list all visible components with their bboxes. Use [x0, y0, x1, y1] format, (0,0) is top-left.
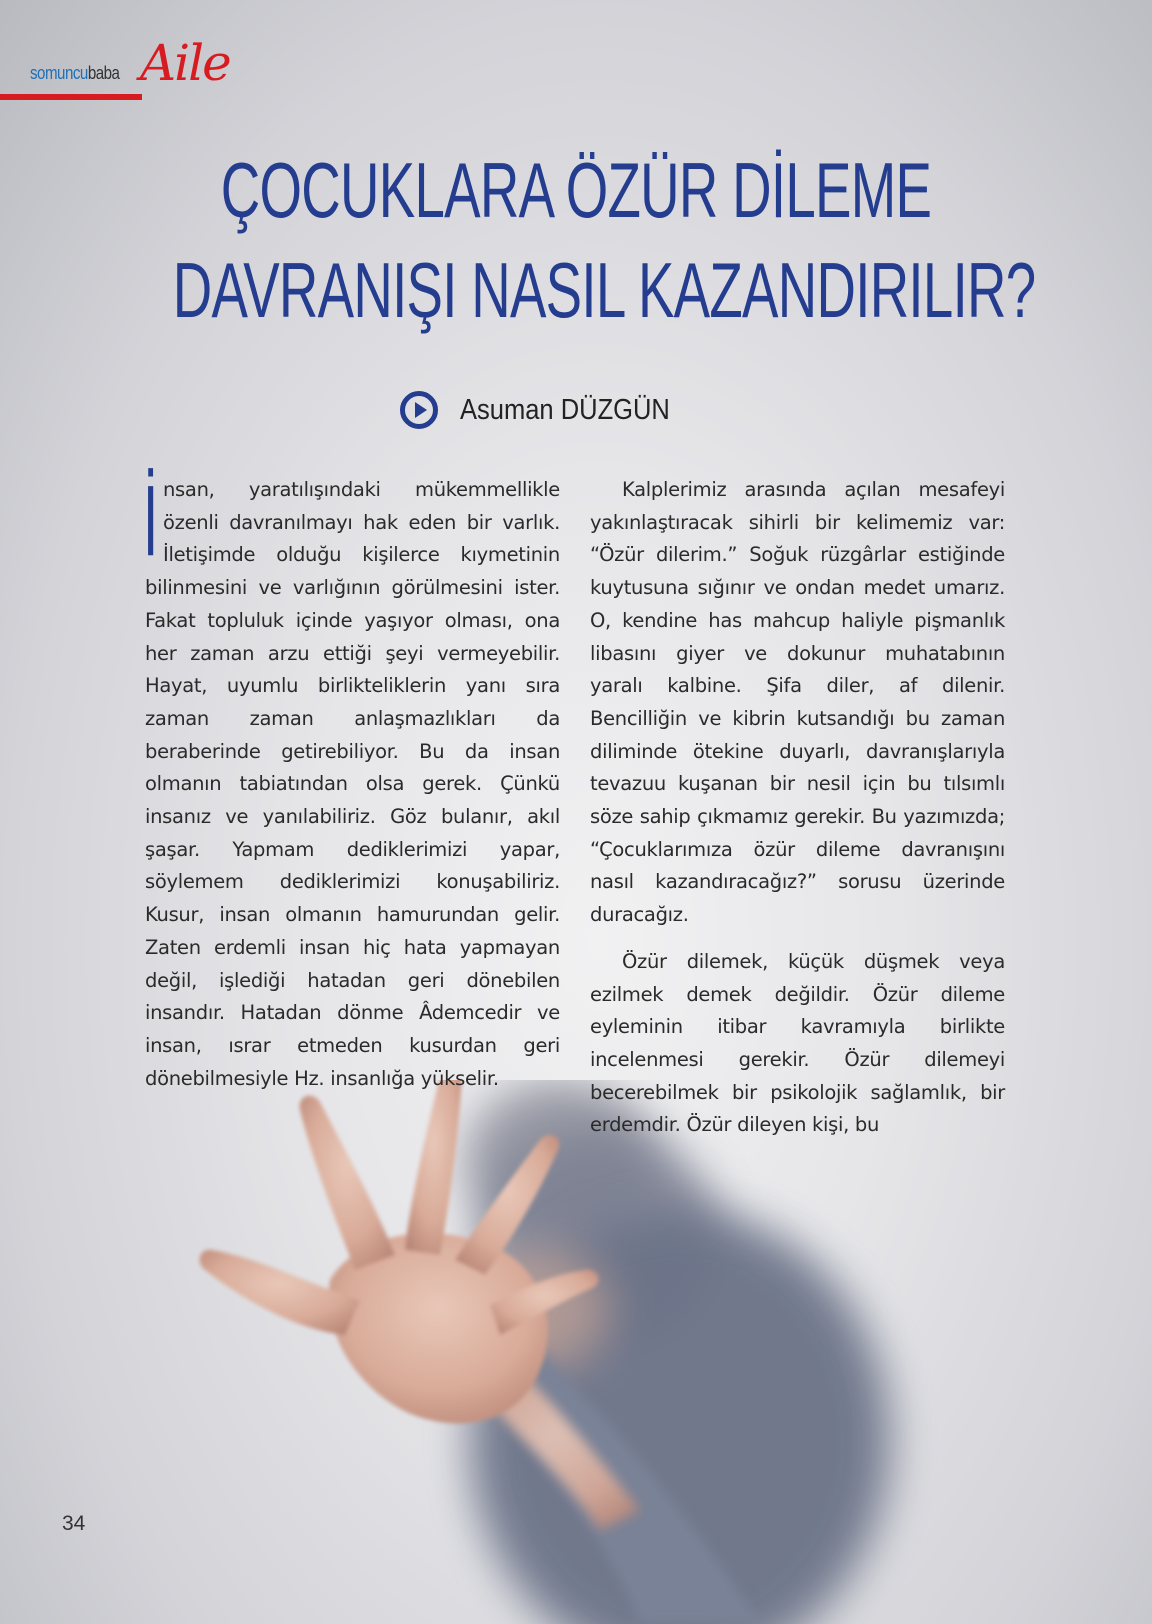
child-outstretched-hand-photo	[0, 1080, 1152, 1624]
header-red-bar	[0, 94, 142, 100]
paragraph	[143, 465, 560, 1095]
paragraph-text: nsan, yaratılışındaki mükemmellikle özenli davranılmayı hak eden bir varlık. İletişimde olduğu kişilerce kıymetinin bilinmesini ve varlığının görülmesini ister. Fakat topluluk içinde yaşıyor olması, ona her zaman arzu ettiği şeyi vermeyebilir. Hayat, uyumlu birlikteliklerin yanı sıra zaman zaman anlaşmazlıkları da beraberinde getirebiliyor. Bu da insan olmanın tabiatından olsa gerek. Çünkü insanız ve yanılabiliriz. Göz bulanır, akıl şaşar. Yapmam dediklerimizi yapar, söylemem dediklerimizi konuşabiliriz. Kusur, insan olmanın hamurundan gelir. Zaten erdemli insan hiç hata yapmayan değil, işlediği hatadan geri dönebilen insandır. Hatadan dönme Âdemcedir ve insan, ısrar etmeden kusurdan geri dönebilmesiyle Hz. insanlığa yükselir.	[145, 478, 560, 1090]
author-byline	[400, 390, 699, 430]
section-label: Aile	[140, 34, 230, 92]
brand-wordmark	[30, 63, 119, 84]
author-name: Asuman DÜZGÜN	[460, 393, 670, 426]
article-title	[0, 140, 1152, 340]
paragraph: Özür dilemek, küçük düşmek veya ezilmek demek değildir. Özür dileme eyleminin itibar kavramıyla birlikte incelenmesi gerekir. Özür dilemeyi becerebilmek bir psikolojik sağlamlık, bir erdemdir. Özür dileyen kişi, bu	[590, 949, 1005, 1137]
play-circle-icon	[400, 391, 438, 429]
brand-name-part2: baba	[87, 63, 120, 83]
paragraph: Kalplerimiz arasında açılan mesafeyi yakınlaştıracak sihirli bir kelimemiz var: “Özür dilerim.” Soğuk rüzgârlar estiğinde kuytusuna sığınır ve ondan medet umarız. O, kendine has mahcup haliyle pişmanlık libasını giyer ve dokunur muhatabının yaralı kalbine. Şifa diler, af dilenir. Bencilliğin ve kibrin kutsandığı bu zaman diliminde ötekine duyarlı, davranışlarıyla tevazuu kuşanan bir nesil için bu tılsımlı söze sahip çıkmamız gerekir. Bu yazımızda; “Çocuklarımıza özür dileme davranışını nasıl kazandıracağız?” sorusu üzerinde duracağız.	[590, 478, 1005, 927]
title-line-2: DAVRANIŞI NASIL KAZANDIRILIR?	[172, 246, 1036, 334]
magazine-header	[0, 36, 260, 106]
drop-cap: İ	[143, 465, 159, 577]
article-column-1	[143, 465, 560, 1109]
page-number: 34	[62, 1512, 86, 1535]
article-column-2	[590, 474, 1005, 1156]
brand-name-part1: somuncu	[30, 63, 88, 83]
title-line-1: ÇOCUKLARA ÖZÜR DİLEME	[220, 146, 932, 234]
